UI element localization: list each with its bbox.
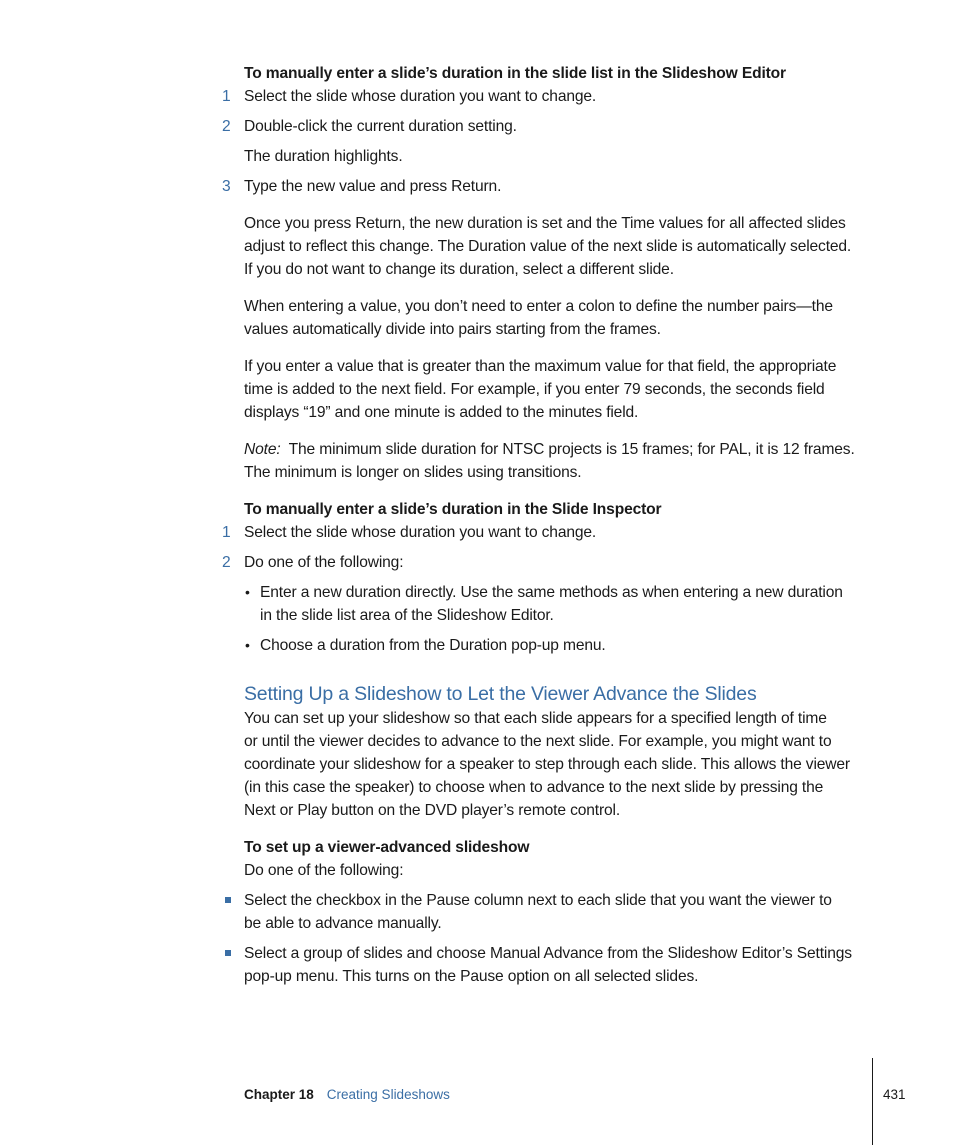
step-result: The duration highlights. (244, 148, 403, 165)
bullet-item (260, 634, 606, 657)
note-line: The minimum is longer on slides using transitions. (244, 464, 582, 481)
footer-chapter: Chapter 18 (244, 1087, 314, 1102)
bullet-item (244, 942, 852, 988)
bullet-line: in the slide list area of the Slideshow Editor. (260, 607, 554, 624)
square-bullet-icon (225, 897, 231, 903)
bullet-line: be able to advance manually. (244, 915, 442, 932)
bullet-dot: • (245, 584, 250, 600)
page-number: 431 (883, 1087, 906, 1102)
step-number: 1 (222, 524, 231, 541)
note (244, 438, 855, 484)
step-number: 2 (222, 118, 231, 135)
task-intro: Do one of the following: (244, 862, 404, 879)
paragraph-line: coordinate your slideshow for a speaker to step through each slide. This allows the viewer (244, 756, 850, 773)
footer-divider (872, 1058, 873, 1145)
paragraph-line: Once you press Return, the new duration is set and the Time values for all affected slides (244, 215, 846, 232)
bullet-line: Select a group of slides and choose Manual Advance from the Slideshow Editor’s Settings (244, 945, 852, 962)
bullet-line: Select the checkbox in the Pause column next to each slide that you want the viewer to (244, 892, 832, 909)
paragraph-line: When entering a value, you don’t need to enter a colon to define the number pairs—the (244, 298, 833, 315)
section-title: Setting Up a Slideshow to Let the Viewer Advance the Slides (244, 683, 757, 705)
paragraph-line: (in this case the speaker) to choose when to advance to the next slide by pressing the (244, 779, 824, 796)
note-text: The minimum slide duration for NTSC projects is 15 frames; for PAL, it is 12 frames. (288, 441, 855, 458)
paragraph-line: If you do not want to change its duration, select a different slide. (244, 261, 674, 278)
bullet-line: Choose a duration from the Duration pop-up menu. (260, 637, 606, 654)
paragraph-return (244, 212, 851, 281)
task-heading-slide-list: To manually enter a slide’s duration in the slide list in the Slideshow Editor (244, 65, 786, 82)
paragraph-line: adjust to reflect this change. The Duration value of the next slide is automatically selected. (244, 238, 852, 255)
paragraph-colon (244, 295, 833, 341)
step-text: Double-click the current duration setting. (244, 118, 517, 135)
bullet-item (260, 581, 843, 627)
step-text: Select the slide whose duration you want to change. (244, 88, 597, 105)
footer-chapter-title: Creating Slideshows (326, 1087, 450, 1102)
bullet-dot: • (245, 637, 250, 653)
footer (244, 1086, 450, 1104)
step-text: Do one of the following: (244, 554, 404, 571)
paragraph-maximum (244, 355, 836, 424)
task-heading-viewer-advanced: To set up a viewer-advanced slideshow (244, 839, 530, 856)
paragraph-line: You can set up your slideshow so that each slide appears for a specified length of time (244, 710, 827, 727)
step-text: Select the slide whose duration you want to change. (244, 524, 597, 541)
paragraph-line: time is added to the next field. For example, if you enter 79 seconds, the seconds field (244, 381, 825, 398)
step-text: Type the new value and press Return. (244, 178, 502, 195)
square-bullet-icon (225, 950, 231, 956)
paragraph-line: values automatically divide into pairs starting from the frames. (244, 321, 661, 338)
paragraph-line: displays “19” and one minute is added to the minutes field. (244, 404, 639, 421)
bullet-line: Enter a new duration directly. Use the same methods as when entering a new duration (260, 584, 843, 601)
bullet-line: pop-up menu. This turns on the Pause option on all selected slides. (244, 968, 699, 985)
paragraph-line: If you enter a value that is greater than the maximum value for that field, the appropriate (244, 358, 837, 375)
paragraph-line: Next or Play button on the DVD player’s remote control. (244, 802, 621, 819)
paragraph-line: or until the viewer decides to advance to the next slide. For example, you might want to (244, 733, 832, 750)
step-number: 2 (222, 554, 231, 571)
bullet-item (244, 889, 832, 935)
note-line (244, 438, 855, 461)
note-label: Note: (244, 441, 281, 458)
step-number: 1 (222, 88, 231, 105)
step-number: 3 (222, 178, 231, 195)
section-intro (244, 707, 850, 822)
task-heading-slide-inspector: To manually enter a slide’s duration in the Slide Inspector (244, 501, 662, 518)
